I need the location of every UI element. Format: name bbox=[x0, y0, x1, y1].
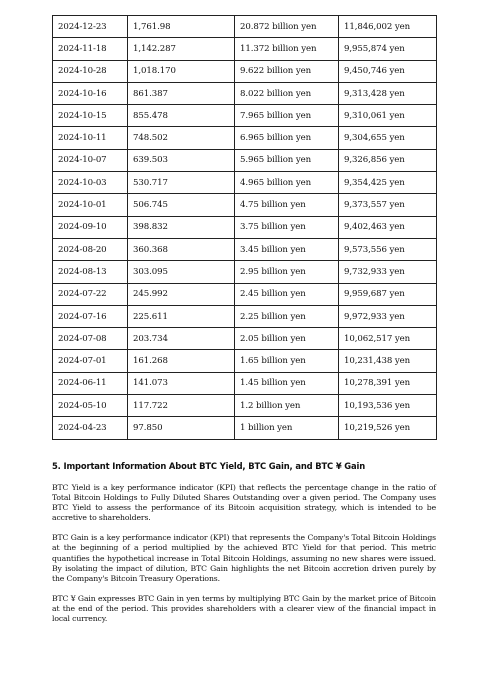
date-cell: 2024-08-13 bbox=[53, 261, 128, 283]
average-price-cell: 9,402,463 yen bbox=[339, 216, 437, 238]
average-price-cell: 10,193,536 yen bbox=[339, 395, 437, 417]
table-row bbox=[53, 261, 437, 283]
date-cell: 2024-10-01 bbox=[53, 194, 128, 216]
purchase-amount-cell: 4.75 billion yen bbox=[235, 194, 339, 216]
date-cell: 2024-06-11 bbox=[53, 372, 128, 394]
kpi-information-section bbox=[52, 461, 436, 634]
date-cell: 2024-05-10 bbox=[53, 395, 128, 417]
purchase-amount-cell: 1 billion yen bbox=[235, 417, 339, 439]
table-row bbox=[53, 395, 437, 417]
date-cell: 2024-07-01 bbox=[53, 350, 128, 372]
section-heading: 5. Important Information About BTC Yield, BTC Gain, and BTC ¥ Gain bbox=[52, 461, 366, 471]
table-row bbox=[53, 127, 437, 149]
table-row bbox=[53, 372, 437, 394]
date-cell: 2024-10-15 bbox=[53, 105, 128, 127]
btc-holdings-cell: 506.745 bbox=[128, 194, 235, 216]
date-cell: 2024-08-20 bbox=[53, 238, 128, 260]
table-row bbox=[53, 216, 437, 238]
date-cell: 2024-10-03 bbox=[53, 172, 128, 194]
date-cell: 2024-07-16 bbox=[53, 305, 128, 327]
table-row bbox=[53, 283, 437, 305]
table-row bbox=[53, 328, 437, 350]
purchase-amount-cell: 5.965 billion yen bbox=[235, 149, 339, 171]
purchase-amount-cell: 1.2 billion yen bbox=[235, 395, 339, 417]
average-price-cell: 9,310,061 yen bbox=[339, 105, 437, 127]
date-cell: 2024-12-23 bbox=[53, 16, 128, 38]
btc-holdings-cell: 398.832 bbox=[128, 216, 235, 238]
purchase-amount-cell: 6.965 billion yen bbox=[235, 127, 339, 149]
table-row bbox=[53, 172, 437, 194]
average-price-cell: 9,972,933 yen bbox=[339, 305, 437, 327]
average-price-cell: 9,304,655 yen bbox=[339, 127, 437, 149]
bitcoin-holdings-table bbox=[52, 15, 437, 440]
purchase-amount-cell: 2.45 billion yen bbox=[235, 283, 339, 305]
average-price-cell: 9,326,856 yen bbox=[339, 149, 437, 171]
purchase-amount-cell: 8.022 billion yen bbox=[235, 82, 339, 104]
purchase-amount-cell: 3.45 billion yen bbox=[235, 238, 339, 260]
date-cell: 2024-10-16 bbox=[53, 82, 128, 104]
btc-holdings-cell: 1,761.98 bbox=[128, 16, 235, 38]
average-price-cell: 9,450,746 yen bbox=[339, 60, 437, 82]
average-price-cell: 9,955,874 yen bbox=[339, 38, 437, 60]
table-row bbox=[53, 16, 437, 38]
btc-holdings-cell: 855.478 bbox=[128, 105, 235, 127]
btc-holdings-cell: 245.992 bbox=[128, 283, 235, 305]
purchase-amount-cell: 20.872 billion yen bbox=[235, 16, 339, 38]
average-price-cell: 10,278,391 yen bbox=[339, 372, 437, 394]
btc-yield-paragraph: BTC Yield is a key performance indicator (KPI) that reflects the percentage change in the ratio of Total Bitcoin Holdings to Fully Diluted Shares Outstanding over a given period. The Company uses BTC Yield to assess the performance of its Bitcoin acquisition strategy, which is intended to be accretive to shareholders. bbox=[52, 483, 436, 523]
purchase-amount-cell: 3.75 billion yen bbox=[235, 216, 339, 238]
date-cell: 2024-04-23 bbox=[53, 417, 128, 439]
average-price-cell: 10,219,526 yen bbox=[339, 417, 437, 439]
average-price-cell: 10,062,517 yen bbox=[339, 328, 437, 350]
average-price-cell: 9,313,428 yen bbox=[339, 82, 437, 104]
table-row bbox=[53, 194, 437, 216]
average-price-cell: 9,373,557 yen bbox=[339, 194, 437, 216]
purchase-amount-cell: 2.25 billion yen bbox=[235, 305, 339, 327]
average-price-cell: 9,354,425 yen bbox=[339, 172, 437, 194]
purchase-amount-cell: 2.05 billion yen bbox=[235, 328, 339, 350]
table-row bbox=[53, 82, 437, 104]
table-row bbox=[53, 350, 437, 372]
purchase-amount-cell: 4.965 billion yen bbox=[235, 172, 339, 194]
average-price-cell: 10,231,438 yen bbox=[339, 350, 437, 372]
purchase-amount-cell: 11.372 billion yen bbox=[235, 38, 339, 60]
btc-holdings-cell: 97.850 bbox=[128, 417, 235, 439]
average-price-cell: 9,573,556 yen bbox=[339, 238, 437, 260]
table-row bbox=[53, 105, 437, 127]
table-row bbox=[53, 238, 437, 260]
btc-holdings-cell: 360.368 bbox=[128, 238, 235, 260]
btc-holdings-cell: 303.095 bbox=[128, 261, 235, 283]
average-price-cell: 9,959,687 yen bbox=[339, 283, 437, 305]
btc-holdings-cell: 1,018.170 bbox=[128, 60, 235, 82]
purchase-amount-cell: 7.965 billion yen bbox=[235, 105, 339, 127]
purchase-amount-cell: 1.45 billion yen bbox=[235, 372, 339, 394]
purchase-amount-cell: 9.622 billion yen bbox=[235, 60, 339, 82]
btc-holdings-cell: 530.717 bbox=[128, 172, 235, 194]
date-cell: 2024-10-28 bbox=[53, 60, 128, 82]
btc-holdings-cell: 748.502 bbox=[128, 127, 235, 149]
table-row bbox=[53, 305, 437, 327]
btc-holdings-cell: 639.503 bbox=[128, 149, 235, 171]
table-row bbox=[53, 417, 437, 439]
table-row bbox=[53, 38, 437, 60]
date-cell: 2024-07-08 bbox=[53, 328, 128, 350]
btc-holdings-cell: 141.073 bbox=[128, 372, 235, 394]
average-price-cell: 9,732,933 yen bbox=[339, 261, 437, 283]
btc-holdings-cell: 1,142.287 bbox=[128, 38, 235, 60]
date-cell: 2024-10-11 bbox=[53, 127, 128, 149]
average-price-cell: 11,846,002 yen bbox=[339, 16, 437, 38]
table-row bbox=[53, 60, 437, 82]
btc-holdings-cell: 161.268 bbox=[128, 350, 235, 372]
table-row bbox=[53, 149, 437, 171]
btc-gain-paragraph: BTC Gain is a key performance indicator (KPI) that represents the Company's Total Bitcoin Holdings at the beginning of a period multiplied by the achieved BTC Yield for that period. This metric quantifies the hypothetical increase in Total Bitcoin Holdings, assuming no new shares were issued. By isolating the impact of dilution, BTC Gain highlights the net Bitcoin accretion driven purely by the Company's Bitcoin Treasury Operations. bbox=[52, 533, 436, 583]
date-cell: 2024-10-07 bbox=[53, 149, 128, 171]
btc-holdings-cell: 861.387 bbox=[128, 82, 235, 104]
btc-yen-gain-paragraph: BTC ¥ Gain expresses BTC Gain in yen terms by multiplying BTC Gain by the market price of Bitcoin at the end of the period. This provides shareholders with a clearer view of the financial impact in local currency. bbox=[52, 593, 436, 624]
btc-holdings-cell: 203.734 bbox=[128, 328, 235, 350]
btc-holdings-cell: 117.722 bbox=[128, 395, 235, 417]
purchase-amount-cell: 2.95 billion yen bbox=[235, 261, 339, 283]
date-cell: 2024-11-18 bbox=[53, 38, 128, 60]
purchase-amount-cell: 1.65 billion yen bbox=[235, 350, 339, 372]
btc-holdings-cell: 225.611 bbox=[128, 305, 235, 327]
date-cell: 2024-07-22 bbox=[53, 283, 128, 305]
table-body bbox=[53, 16, 437, 440]
date-cell: 2024-09-10 bbox=[53, 216, 128, 238]
